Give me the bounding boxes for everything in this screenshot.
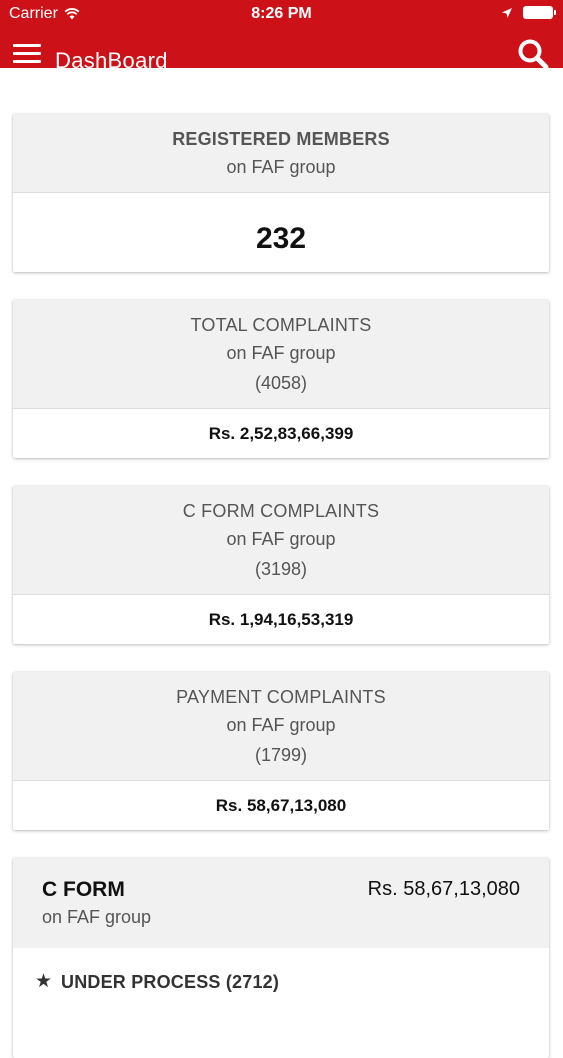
status-time: 8:26 PM <box>251 5 312 22</box>
card-subtitle: on FAF group <box>226 529 336 549</box>
card-title: REGISTERED MEMBERS <box>172 129 390 149</box>
card-header <box>13 114 549 193</box>
search-icon[interactable] <box>515 36 551 68</box>
star-icon: ★ <box>35 971 53 992</box>
complaint-count: (3198) <box>254 559 308 579</box>
complaint-amount: Rs. 2,52,83,66,399 <box>13 409 549 458</box>
status-bar <box>0 0 563 30</box>
complaint-count: (4058) <box>254 373 308 393</box>
app-header <box>0 30 563 68</box>
registered-members-card[interactable] <box>13 114 549 272</box>
location-arrow-icon <box>501 7 513 19</box>
card-header <box>13 672 549 781</box>
under-process-row[interactable] <box>13 948 549 1018</box>
card-title: C FORM <box>42 878 125 901</box>
card-subtitle: on FAF group <box>226 157 336 177</box>
card-subtitle: on FAF group <box>226 715 336 735</box>
carrier-label: Carrier <box>9 5 58 22</box>
card-header <box>13 300 549 409</box>
c-form-amount: Rs. 58,67,13,080 <box>367 878 520 900</box>
hamburger-menu-icon[interactable] <box>13 44 41 64</box>
card-header <box>13 858 549 948</box>
card-title: C FORM COMPLAINTS <box>182 501 380 521</box>
total-complaints-card[interactable] <box>13 300 549 458</box>
c-form-complaints-card[interactable] <box>13 486 549 644</box>
status-label: UNDER PROCESS (2712) <box>61 972 280 992</box>
battery-icon <box>523 6 553 19</box>
dashboard-content <box>0 68 563 1000</box>
page-title: DashBoard <box>55 48 168 68</box>
card-subtitle: on FAF group <box>42 907 152 927</box>
card-subtitle: on FAF group <box>226 343 336 363</box>
complaint-count: (1799) <box>254 745 308 765</box>
c-form-detail-card[interactable] <box>13 858 549 1058</box>
card-title: PAYMENT COMPLAINTS <box>176 687 386 707</box>
complaint-amount: Rs. 1,94,16,53,319 <box>13 595 549 644</box>
payment-complaints-card[interactable] <box>13 672 549 830</box>
card-header <box>13 486 549 595</box>
registered-members-count: 232 <box>13 193 549 272</box>
card-title: TOTAL COMPLAINTS <box>190 315 372 335</box>
complaint-amount: Rs. 58,67,13,080 <box>13 781 549 830</box>
